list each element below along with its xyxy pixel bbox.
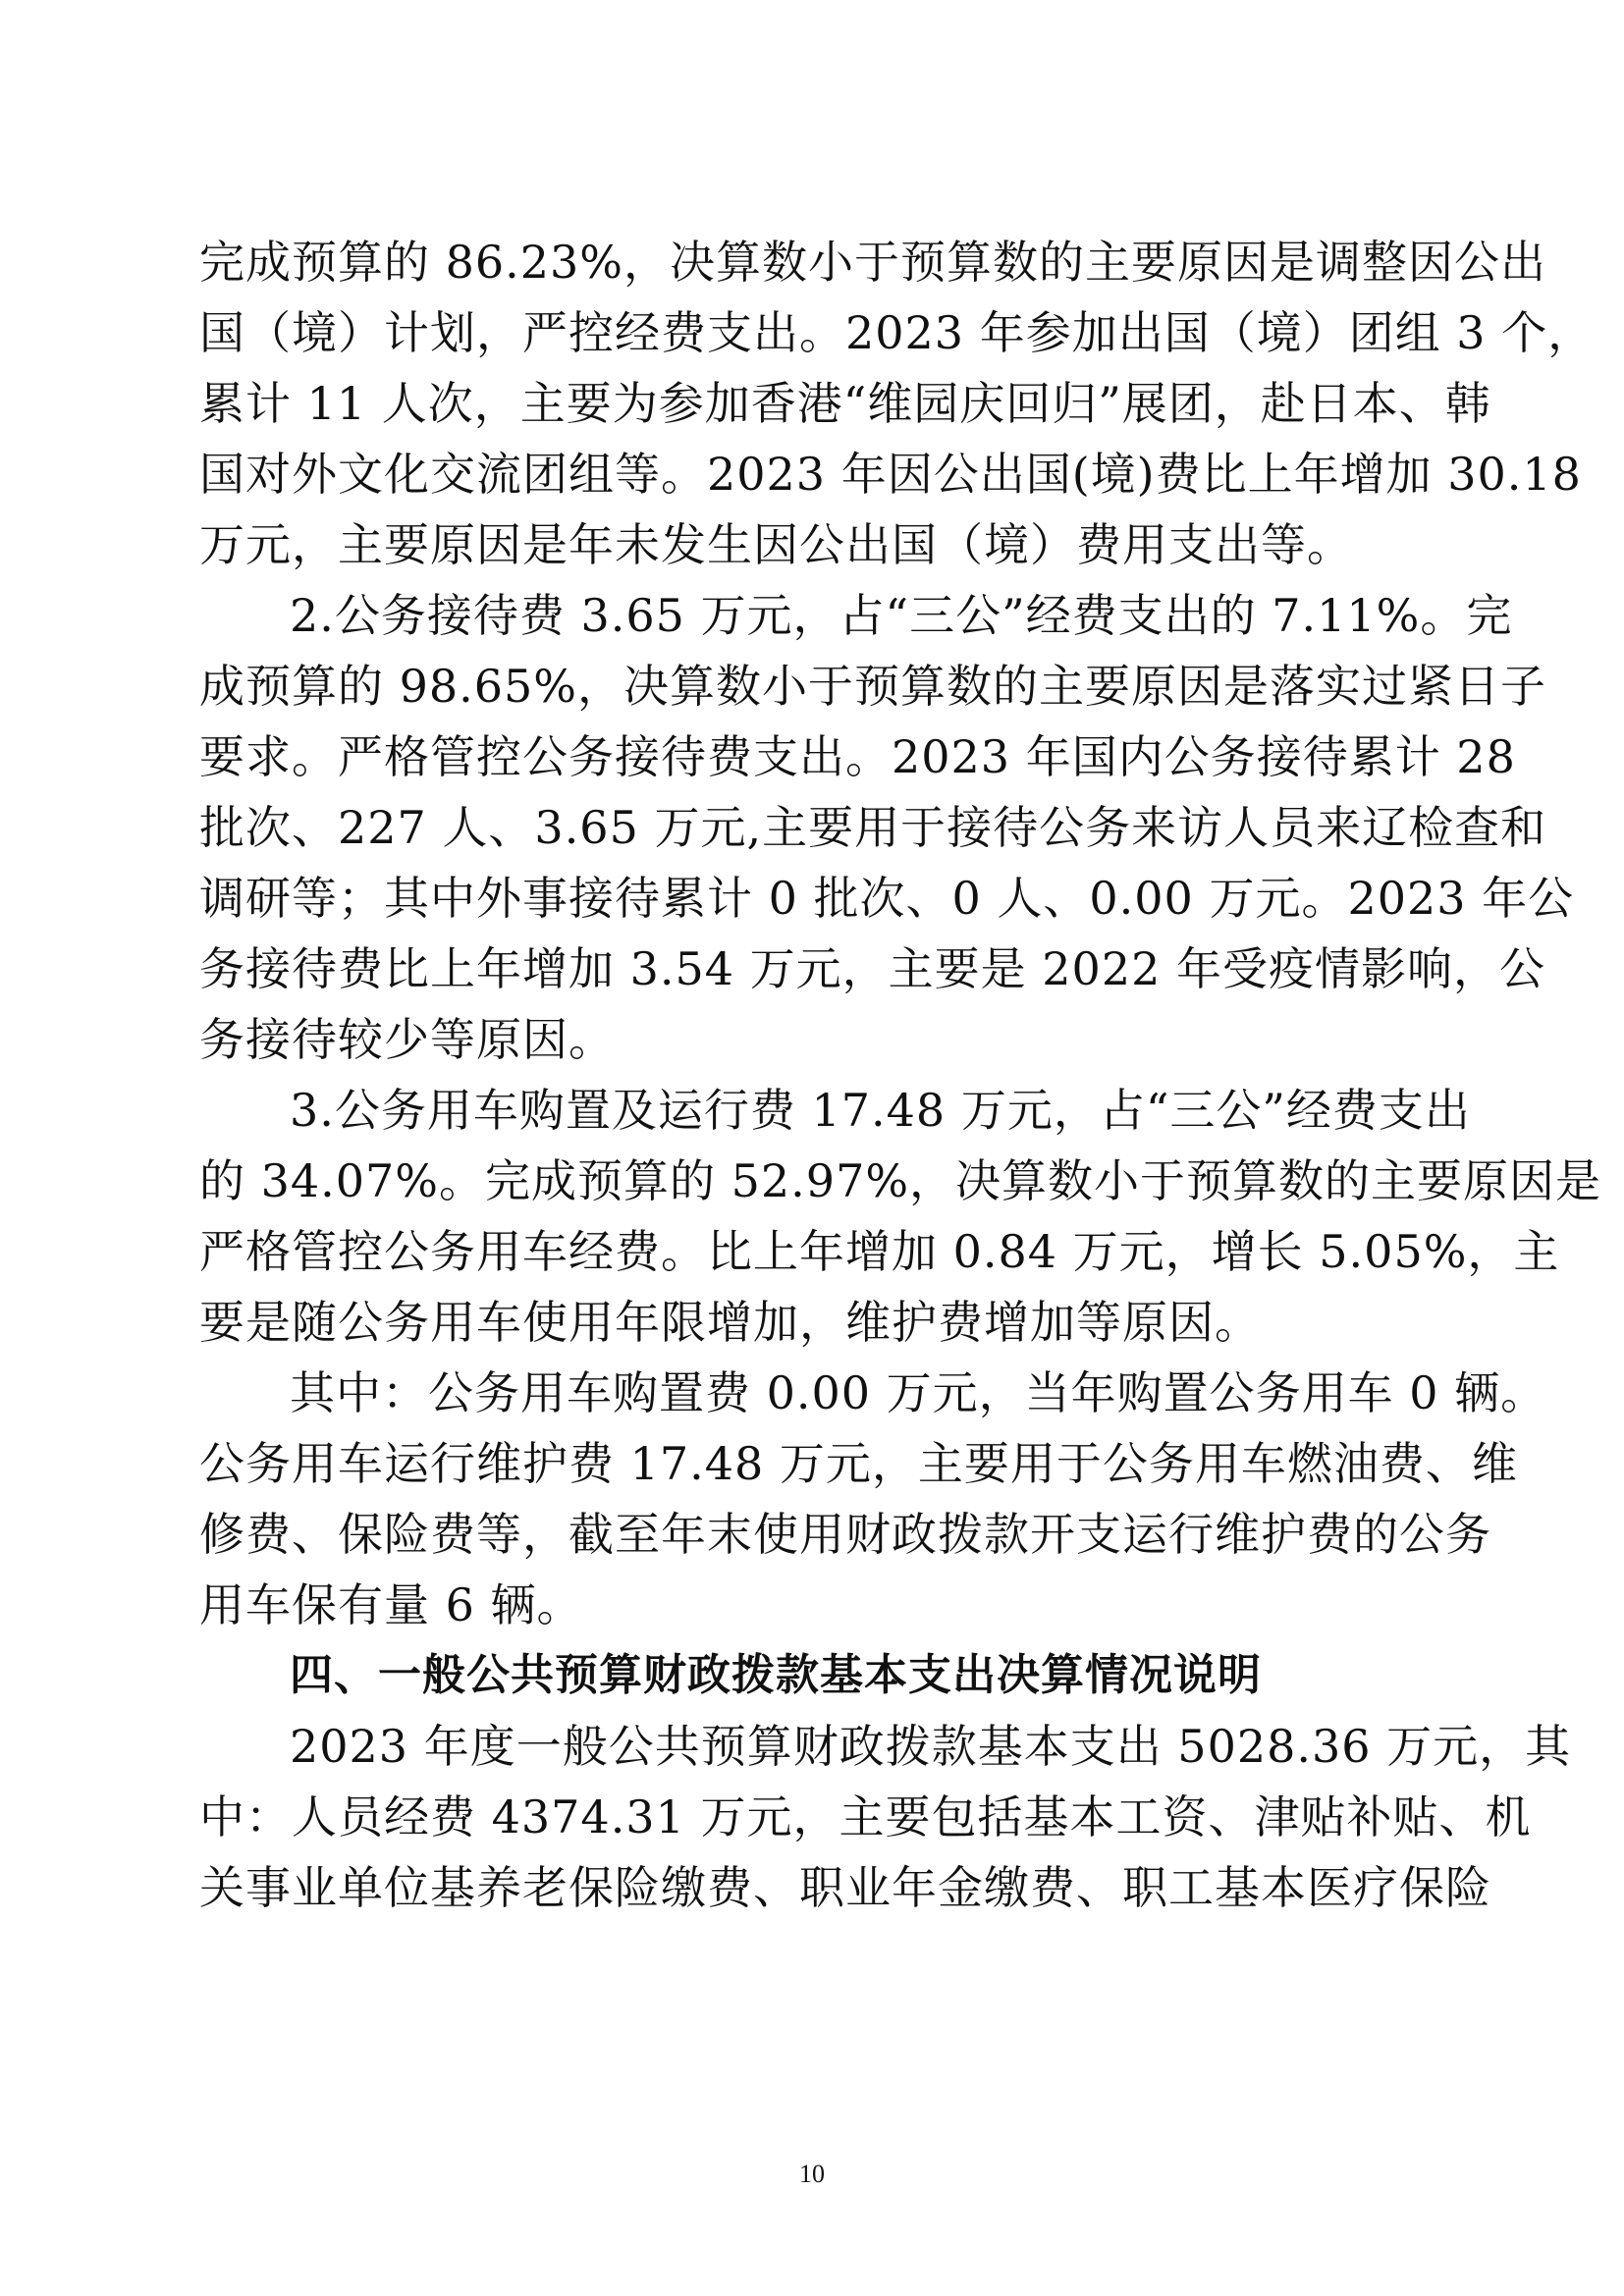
body-line: 累计 11 人次，主要为参加香港“维园庆回归”展团，赴日本、韩 — [199, 377, 1491, 430]
paragraph-start-line: 3.公务用车购置及运行费 17.48 万元，占“三公”经费支出 — [290, 1084, 1471, 1137]
body-line: 务接待费比上年增加 3.54 万元，主要是 2022 年受疫情影响，公 — [199, 942, 1545, 995]
body-line: 要求。严格管控公务接待费支出。2023 年国内公务接待累计 28 — [199, 730, 1516, 783]
body-line: 务接待较少等原因。 — [199, 1013, 615, 1066]
paragraph-start-line: 2023 年度一般公共预算财政拨款基本支出 5028.36 万元，其 — [290, 1720, 1572, 1773]
body-line: 严格管控公务用车经费。比上年增加 0.84 万元，增长 5.05%，主 — [199, 1225, 1560, 1278]
body-line: 完成预算的 86.23%，决算数小于预算数的主要原因是调整因公出 — [199, 236, 1547, 289]
body-line: 调研等；其中外事接待累计 0 批次、0 人、0.00 万元。2023 年公 — [199, 872, 1575, 925]
body-line: 关事业单位基养老保险缴费、职业年金缴费、职工基本医疗保险 — [199, 1861, 1491, 1914]
body-line: 的 34.07%。完成预算的 52.97%，决算数小于预算数的主要原因是 — [199, 1154, 1602, 1207]
body-line: 用车保有量 6 辆。 — [199, 1578, 583, 1631]
body-line: 修费、保险费等，截至年末使用财政拨款开支运行维护费的公务 — [199, 1508, 1491, 1561]
body-line: 要是随公务用车使用年限增加，维护费增加等原因。 — [199, 1296, 1261, 1349]
body-line: 国（境）计划，严控经费支出。2023 年参加出国（境）团组 3 个， — [199, 306, 1595, 359]
paragraph-start-line: 2.公务接待费 3.65 万元，占“三公”经费支出的 7.11%。完 — [290, 589, 1513, 642]
section-heading: 四、一般公共预算财政拨款基本支出决算情况说明 — [290, 1650, 1262, 1700]
body-line: 中：人员经费 4374.31 万元，主要包括基本工资、津贴补贴、机 — [199, 1790, 1532, 1843]
body-line: 成预算的 98.65%，决算数小于预算数的主要原因是落实过紧日子 — [199, 660, 1547, 713]
page-number: 10 — [799, 2160, 825, 2188]
body-line: 万元，主要原因是年未发生因公出国（境）费用支出等。 — [199, 518, 1353, 571]
paragraph-start-line: 其中：公务用车购置费 0.00 万元，当年购置公务用车 0 辆。 — [290, 1366, 1547, 1419]
body-line: 国对外文化交流团组等。2023 年因公出国(境)费比上年增加 30.18 — [199, 448, 1582, 501]
body-line: 批次、227 人、3.65 万元,主要用于接待公务来访人员来辽检查和 — [199, 801, 1547, 854]
body-line: 公务用车运行维护费 17.48 万元，主要用于公务用车燃油费、维 — [199, 1437, 1518, 1490]
